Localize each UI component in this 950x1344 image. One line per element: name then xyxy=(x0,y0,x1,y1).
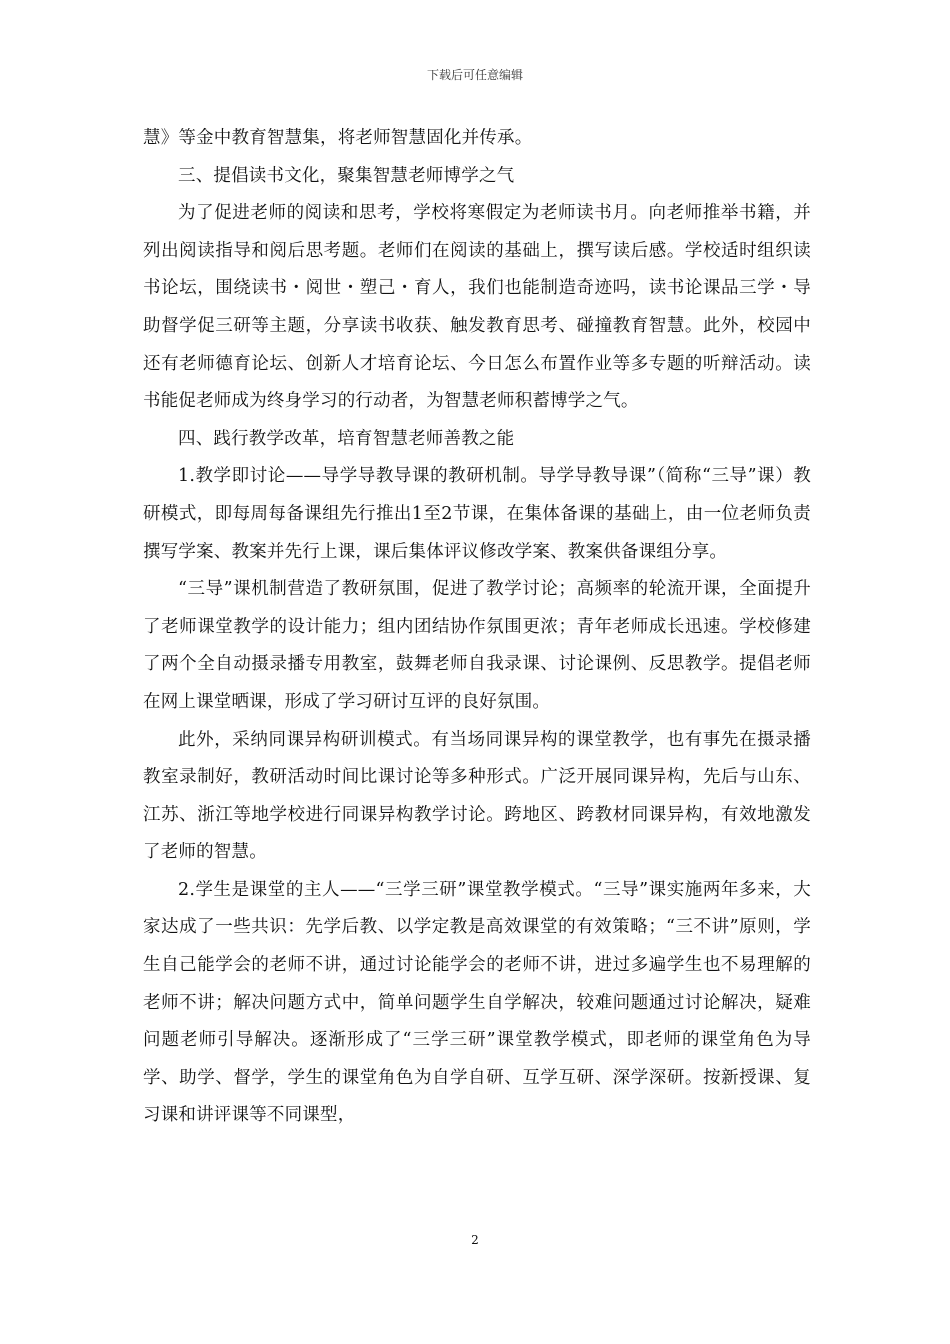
paragraph-three-guides: “三导”课机制营造了教研氛围，促进了教学讨论；高频率的轮流开课，全面提升了老师课堂教学的设计能力；组内团结协作氛围更浓；青年老师成长迅速。学校修建了两个全自动摄录播专用教室，鼓舞老师自我录课、讨论课例、反思教学。提倡老师在网上课堂晒课，形成了学习研讨互评的良好氛围。 xyxy=(143,579,811,712)
paragraph-continuation: 慧》等金中教育智慧集，将老师智慧固化并传承。 xyxy=(143,128,533,148)
paragraph-student-centered: 2.学生是课堂的主人——“三学三研”课堂教学模式。“三导”课实施两年多来，大家达成了一些共识：先学后教、以学定教是高效课堂的有效策略；“三不讲”原则，学生自己能学会的老师不讲，通过讨论能学会的老师不讲，进过多遍学生也不易理解的老师不讲；解决问题方式中，简单问题学生自学解决，较难问题通过讨论解决，疑难问题老师引导解决。逐渐形成了“三学三研”课堂教学模式，即老师的课堂角色为导学、助学、督学，学生的课堂角色为自学自研、互学互研、深学深研。按新授课、复习课和讲评课等不同课型， xyxy=(143,879,811,1126)
paragraph-teaching-discussion: 1.教学即讨论——导学导教导课的教研机制。导学导教导课”（简称“三导”课）教研模式，即每周每备课组先行推出1至2节课，在集体备课的基础上，由一位老师负责撰写学案、教案并先行上课，课后集体评议修改学案、教案供备课组分享。 xyxy=(143,466,811,562)
section-heading-4: 四、践行教学改革，培育智慧老师善教之能 xyxy=(178,428,515,449)
section-heading-3: 三、提倡读书文化，聚集智慧老师博学之气 xyxy=(178,165,515,186)
page-header: 下载后可任意编辑 xyxy=(426,68,523,82)
paragraph-reading-culture: 为了促进老师的阅读和思考，学校将寒假定为老师读书月。向老师推举书籍，并列出阅读指导和阅后思考题。老师们在阅读的基础上，撰写读后感。学校适时组织读书论坛，围绕读书・阅世・塑己・育人，我们也能制造奇迹吗，读书论课品三学・导助督学促三研等主题，分享读书收获、触发教育思考、碰撞教育智慧。此外，校园中还有老师德育论坛、创新人才培育论坛、今日怎么布置作业等多专题的听辩活动。读书能促老师成为终身学习的行动者，为智慧老师积蓄博学之气。 xyxy=(143,203,811,412)
document-body xyxy=(143,120,811,1135)
paragraph-same-lesson: 此外，采纳同课异构研训模式。有当场同课异构的课堂教学，也有事先在摄录播教室录制好，教研活动时间比课讨论等多种形式。广泛开展同课异构，先后与山东、江苏、浙江等地学校进行同课异构教学讨论。跨地区、跨教材同课异构，有效地激发了老师的智慧。 xyxy=(143,729,811,863)
page-number: 2 xyxy=(471,1233,479,1247)
